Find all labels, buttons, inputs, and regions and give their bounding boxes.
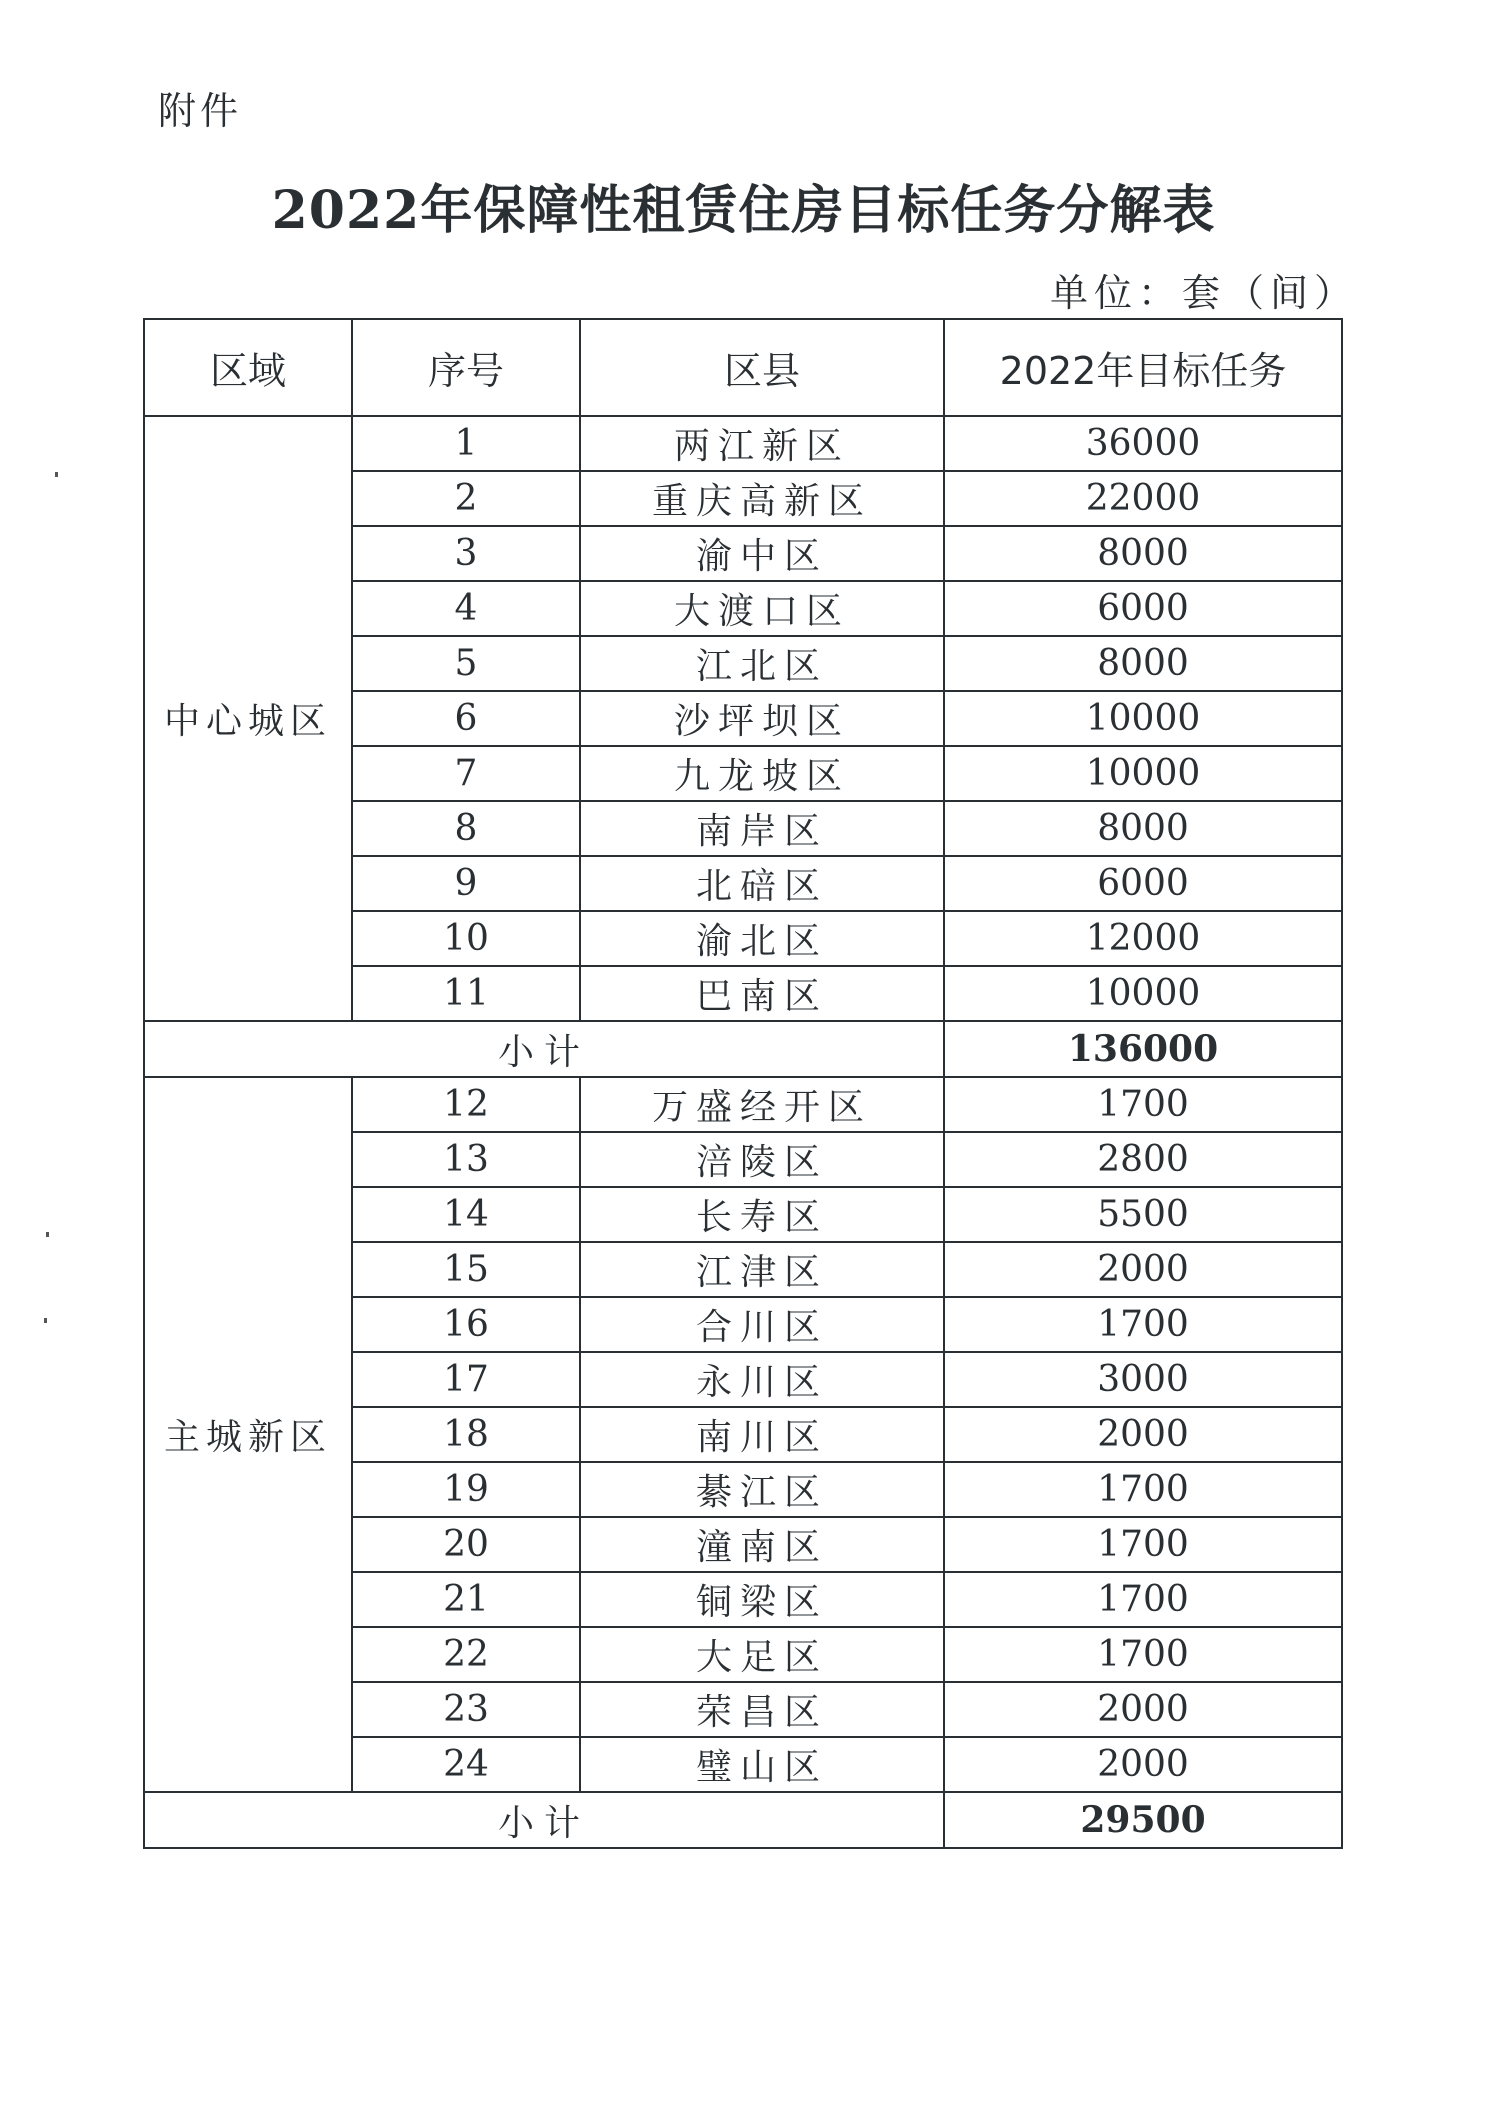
county-cell: 潼南区 [580, 1517, 944, 1572]
subtotal-row [144, 1792, 1342, 1848]
county-cell: 万盛经开区 [580, 1077, 944, 1132]
seq-cell: 19 [352, 1462, 580, 1517]
header-seq: 序号 [352, 319, 580, 416]
header-region: 区域 [144, 319, 352, 416]
table-header-row [144, 319, 1342, 416]
seq-cell: 9 [352, 856, 580, 911]
county-cell: 璧山区 [580, 1737, 944, 1792]
table-row [144, 416, 1342, 471]
target-cell: 10000 [944, 691, 1342, 746]
attachment-label: 附件 [158, 89, 243, 133]
county-cell: 重庆高新区 [580, 471, 944, 526]
seq-cell: 18 [352, 1407, 580, 1462]
seq-cell: 13 [352, 1132, 580, 1187]
subtotal-label: 小计 [144, 1792, 944, 1848]
seq-cell: 12 [352, 1077, 580, 1132]
seq-cell: 4 [352, 581, 580, 636]
target-cell: 2000 [944, 1682, 1342, 1737]
seq-cell: 7 [352, 746, 580, 801]
subtotal-label: 小计 [144, 1021, 944, 1077]
seq-cell: 2 [352, 471, 580, 526]
target-cell: 1700 [944, 1572, 1342, 1627]
seq-cell: 20 [352, 1517, 580, 1572]
target-cell: 8000 [944, 526, 1342, 581]
scan-speck [46, 1232, 49, 1237]
target-cell: 3000 [944, 1352, 1342, 1407]
target-cell: 1700 [944, 1462, 1342, 1517]
scan-speck [44, 1318, 47, 1323]
county-cell: 江津区 [580, 1242, 944, 1297]
county-cell: 渝中区 [580, 526, 944, 581]
subtotal-value: 29500 [944, 1792, 1342, 1848]
target-cell: 6000 [944, 581, 1342, 636]
county-cell: 江北区 [580, 636, 944, 691]
seq-cell: 16 [352, 1297, 580, 1352]
target-cell: 2000 [944, 1407, 1342, 1462]
county-cell: 两江新区 [580, 416, 944, 471]
county-cell: 长寿区 [580, 1187, 944, 1242]
county-cell: 綦江区 [580, 1462, 944, 1517]
seq-cell: 14 [352, 1187, 580, 1242]
target-cell: 8000 [944, 801, 1342, 856]
header-county: 区县 [580, 319, 944, 416]
seq-cell: 24 [352, 1737, 580, 1792]
seq-cell: 6 [352, 691, 580, 746]
target-cell: 2000 [944, 1242, 1342, 1297]
county-cell: 合川区 [580, 1297, 944, 1352]
seq-cell: 23 [352, 1682, 580, 1737]
subtotal-value: 136000 [944, 1021, 1342, 1077]
county-cell: 渝北区 [580, 911, 944, 966]
header-target: 2022年目标任务 [944, 319, 1342, 416]
county-cell: 大渡口区 [580, 581, 944, 636]
unit-label: 单位：套（间） [1050, 271, 1359, 315]
county-cell: 铜梁区 [580, 1572, 944, 1627]
county-cell: 大足区 [580, 1627, 944, 1682]
target-cell: 12000 [944, 911, 1342, 966]
seq-cell: 10 [352, 911, 580, 966]
page-title: 2022年保障性租赁住房目标任务分解表 [271, 180, 1216, 241]
region-cell: 中心城区 [144, 416, 352, 1021]
target-cell: 5500 [944, 1187, 1342, 1242]
subtotal-row [144, 1021, 1342, 1077]
target-cell: 2800 [944, 1132, 1342, 1187]
county-cell: 荣昌区 [580, 1682, 944, 1737]
table-body [144, 319, 1342, 1848]
seq-cell: 17 [352, 1352, 580, 1407]
target-cell: 22000 [944, 471, 1342, 526]
scan-speck [55, 472, 58, 477]
county-cell: 南川区 [580, 1407, 944, 1462]
seq-cell: 11 [352, 966, 580, 1021]
seq-cell: 15 [352, 1242, 580, 1297]
seq-cell: 22 [352, 1627, 580, 1682]
seq-cell: 8 [352, 801, 580, 856]
seq-cell: 5 [352, 636, 580, 691]
seq-cell: 3 [352, 526, 580, 581]
seq-cell: 21 [352, 1572, 580, 1627]
county-cell: 北碚区 [580, 856, 944, 911]
county-cell: 巴南区 [580, 966, 944, 1021]
table-row [144, 1077, 1342, 1132]
target-cell: 1700 [944, 1077, 1342, 1132]
county-cell: 永川区 [580, 1352, 944, 1407]
county-cell: 涪陵区 [580, 1132, 944, 1187]
target-cell: 8000 [944, 636, 1342, 691]
target-cell: 6000 [944, 856, 1342, 911]
target-cell: 1700 [944, 1627, 1342, 1682]
target-cell: 10000 [944, 746, 1342, 801]
seq-cell: 1 [352, 416, 580, 471]
county-cell: 沙坪坝区 [580, 691, 944, 746]
county-cell: 九龙坡区 [580, 746, 944, 801]
region-cell: 主城新区 [144, 1077, 352, 1792]
target-cell: 2000 [944, 1737, 1342, 1792]
target-task-table [143, 318, 1343, 1849]
county-cell: 南岸区 [580, 801, 944, 856]
target-cell: 10000 [944, 966, 1342, 1021]
target-cell: 36000 [944, 416, 1342, 471]
target-cell: 1700 [944, 1297, 1342, 1352]
target-cell: 1700 [944, 1517, 1342, 1572]
